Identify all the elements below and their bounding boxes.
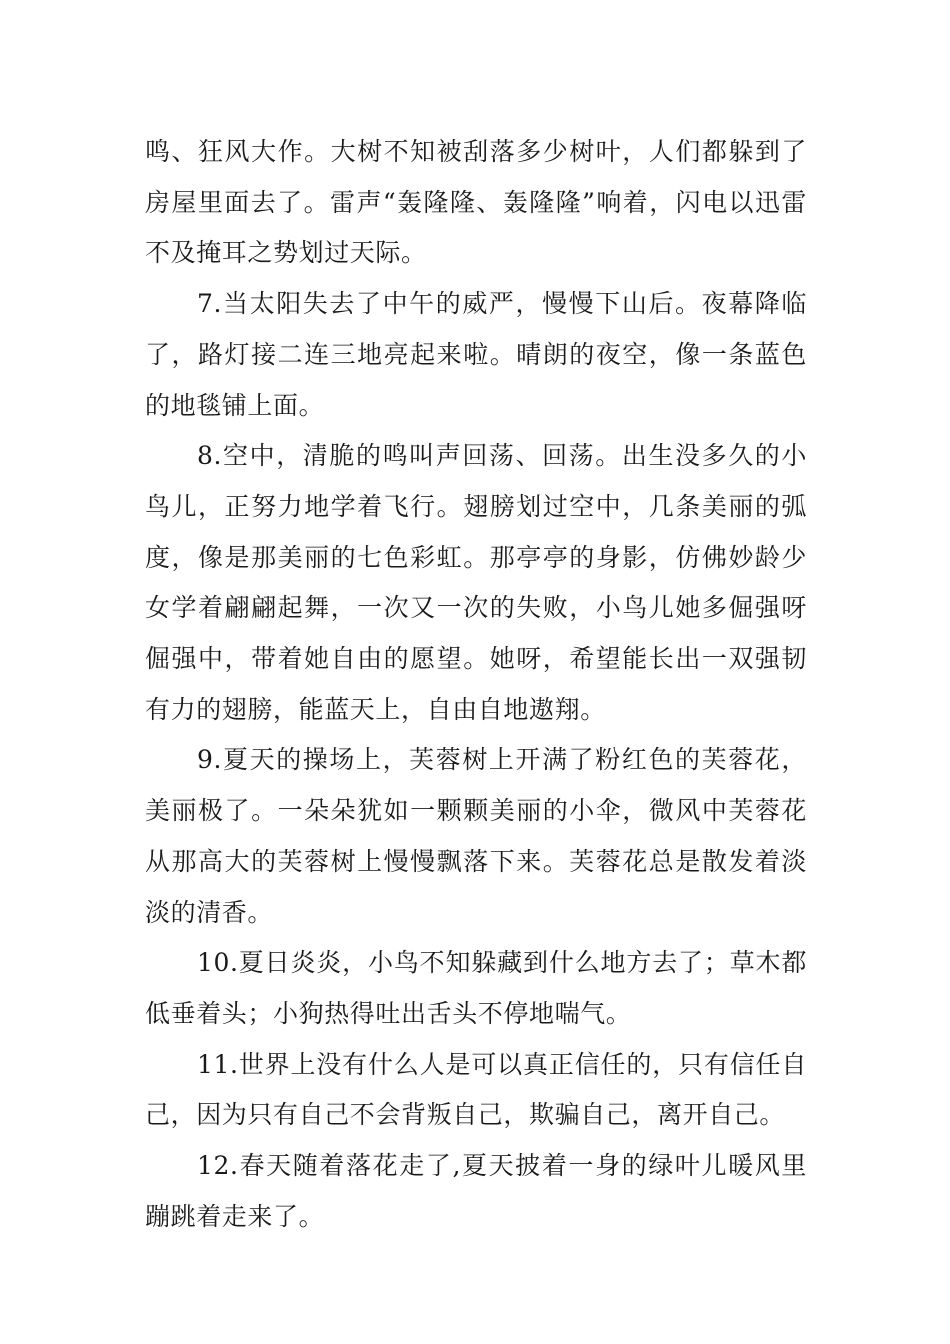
paragraph-12: 12.春天随着落花走了,夏天披着一身的绿叶儿暖风里蹦跳着走来了。 (145, 1151, 807, 1231)
paragraph-11: 11.世界上没有什么人是可以真正信任的，只有信任自己，因为只有自己不会背叛自己，欺骗自己，离开自己。 (145, 1049, 807, 1130)
paragraph-8: 8.空中，清脆的鸣叫声回荡、回荡。出生没多久的小鸟儿，正努力地学着飞行。翅膀划过空中，几条美丽的弧度，像是那美丽的七色彩虹。那亭亭的身影，仿佛妙龄少女学着翩翩起舞，一次又一次的失败，小鸟儿她多倔强呀倔强中，带着她自由的愿望。她呀，希望能长出一双强韧有力的翅膀，能蓝天上，自由自地遨翔。 (145, 441, 807, 724)
paragraph-7: 7.当太阳失去了中午的威严，慢慢下山后。夜幕降临了，路灯接二连三地亮起来啦。晴朗的夜空，像一条蓝色的地毯铺上面。 (145, 289, 807, 420)
paragraph-9: 9.夏天的操场上，芙蓉树上开满了粉红色的芙蓉花，美丽极了。一朵朵犹如一颗颗美丽的小伞，微风中芙蓉花从那高大的芙蓉树上慢慢飘落下来。芙蓉花总是散发着淡淡的清香。 (145, 745, 807, 927)
paragraph-10: 10.夏日炎炎，小鸟不知躲藏到什么地方去了；草木都低垂着头；小狗热得吐出舌头不停地喘气。 (145, 948, 807, 1028)
body-text (145, 127, 807, 1242)
paragraph-continuation: 鸣、狂风大作。大树不知被刮落多少树叶，人们都躲到了房屋里面去了。雷声“轰隆隆、轰隆隆”响着，闪电以迅雷不及掩耳之势划过天际。 (145, 137, 807, 268)
